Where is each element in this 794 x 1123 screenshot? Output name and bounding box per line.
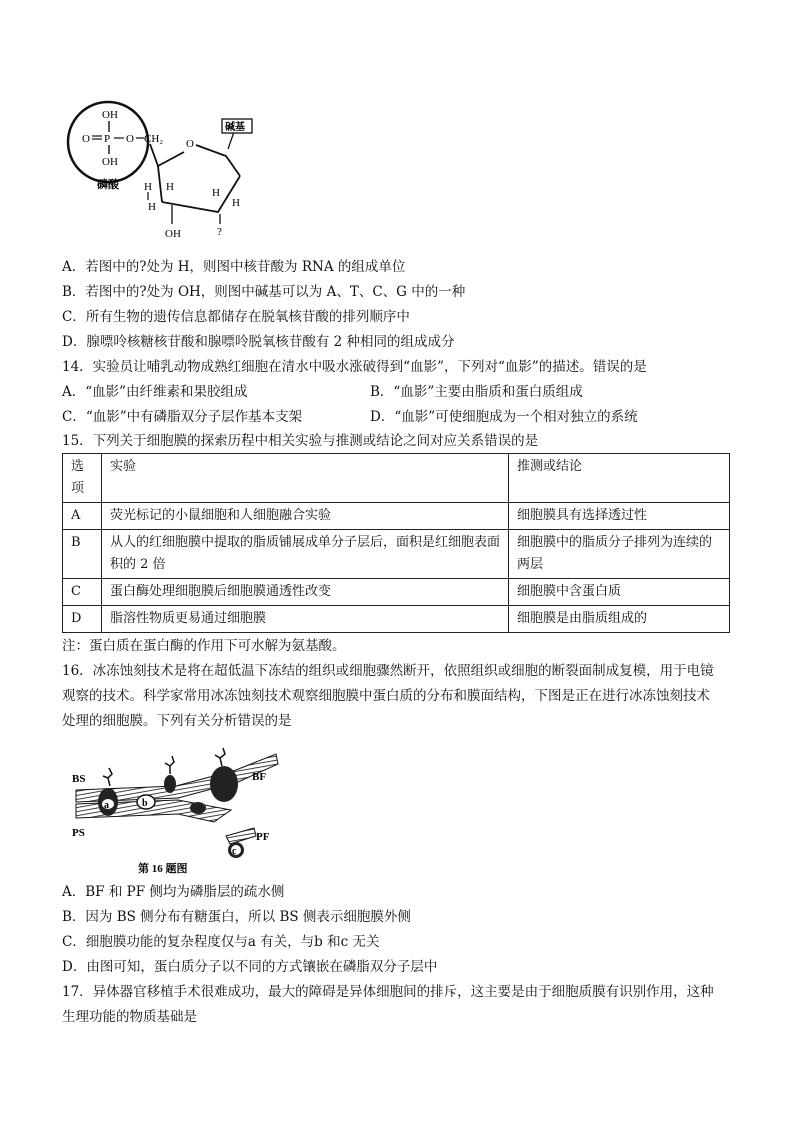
header-option: 选项 bbox=[63, 454, 102, 503]
phosphate-label: 磷酸 bbox=[97, 179, 119, 191]
oh-top: OH bbox=[102, 109, 118, 121]
protein-large bbox=[210, 766, 238, 802]
oh-3prime: OH bbox=[165, 228, 181, 240]
glycan-2 bbox=[165, 756, 174, 774]
row-d-conclusion: 细胞膜是由脂质组成的 bbox=[509, 606, 730, 633]
q16-stem-line-2: 观察的技术。科学家常用冰冻蚀刻技术观察细胞膜中蛋白质的分布和膜面结构，下图是正在进行冰冻蚀刻技术 bbox=[62, 688, 710, 704]
ring-oxygen: O bbox=[186, 138, 194, 150]
q16-option-c: C．细胞膜功能的复杂程度仅与a 有关，与b 和c 无关 bbox=[62, 934, 380, 950]
nucleotide-figure bbox=[62, 92, 282, 252]
q16-option-b: B．因为 BS 侧分布有糖蛋白，所以 BS 侧表示细胞膜外侧 bbox=[62, 909, 411, 925]
q16-stem-line-1: 16．冰冻蚀刻技术是将在超低温下冻结的组织或细胞骤然断开，依照组织或细胞的断裂面制成复模，用于电镜 bbox=[62, 663, 714, 679]
p-atom: P bbox=[104, 133, 111, 145]
question-mark: ? bbox=[217, 226, 222, 238]
q14-option-b: B．“血影”主要由脂质和蛋白质组成 bbox=[370, 384, 583, 400]
h-label-1: H bbox=[144, 181, 152, 193]
q16-option-a: A．BF 和 PF 侧均为磷脂层的疏水侧 bbox=[62, 884, 285, 900]
q15-note: 注：蛋白质在蛋白酶的作用下可水解为氨基酸。 bbox=[62, 638, 346, 654]
figure-caption: 第 16 题图 bbox=[138, 863, 188, 875]
base-label: 碱基 bbox=[225, 122, 245, 133]
q16-stem-line-3: 处理的细胞膜。下列有关分析错误的是 bbox=[62, 713, 292, 729]
header-conclusion: 推测或结论 bbox=[509, 454, 730, 503]
o-left: O bbox=[82, 133, 90, 145]
q13-option-a: A．若图中的?处为 H，则图中核苷酸为 RNA 的组成单位 bbox=[62, 259, 406, 275]
oh-bottom: OH bbox=[102, 156, 118, 168]
h-label-3: H bbox=[212, 187, 220, 199]
row-c-experiment: 蛋白酶处理细胞膜后细胞膜通透性改变 bbox=[102, 579, 509, 606]
q13-option-d: D．腺嘌呤核糖核苷酸和腺嘌呤脱氧核苷酸有 2 种相同的组成成分 bbox=[62, 334, 455, 350]
h-label-2: H bbox=[166, 181, 174, 193]
q14-option-a: A．“血影”由纤维素和果胶组成 bbox=[62, 384, 248, 400]
q15-stem: 15．下列关于细胞膜的探索历程中相关实验与推测或结论之间对应关系错误的是 bbox=[62, 433, 539, 449]
q14-stem: 14．实验员让哺乳动物成熟红细胞在清水中吸水涨破得到“血影”，下列对“血影”的描述。错误的是 bbox=[62, 359, 647, 375]
membrane-figure bbox=[66, 740, 286, 878]
row-a-conclusion: 细胞膜具有选择透过性 bbox=[509, 503, 730, 530]
row-a-experiment: 荧光标记的小鼠细胞和人细胞融合实验 bbox=[102, 503, 509, 530]
label-bs: BS bbox=[72, 773, 86, 785]
row-b-experiment: 从人的红细胞膜中提取的脂质铺展成单分子层后，面积是红细胞表面积的 2 倍 bbox=[102, 530, 509, 579]
q14-option-d: D．“血影”可使细胞成为一个相对独立的系统 bbox=[370, 409, 638, 425]
row-c-option: C bbox=[63, 579, 102, 606]
row-a-option: A bbox=[63, 503, 102, 530]
table-row bbox=[63, 579, 730, 606]
row-b-conclusion: 细胞膜中的脂质分子排列为连续的两层 bbox=[509, 530, 730, 579]
label-bf: BF bbox=[252, 771, 267, 783]
protein-lower bbox=[190, 802, 206, 814]
label-a: a bbox=[104, 800, 109, 811]
q14-option-c: C．“血影”中有磷脂双分子层作基本支架 bbox=[62, 409, 303, 425]
q13-option-c: C．所有生物的遗传信息都储存在脱氧核苷酸的排列顺序中 bbox=[62, 309, 410, 325]
glycan-3 bbox=[215, 748, 225, 766]
glycan-1 bbox=[103, 768, 112, 786]
table-header-row bbox=[63, 454, 730, 503]
label-b: b bbox=[142, 798, 148, 809]
header-experiment: 实验 bbox=[102, 454, 509, 503]
row-b-option: B bbox=[63, 530, 102, 579]
q13-option-b: B．若图中的?处为 OH，则图中碱基可以为 A、T、C、G 中的一种 bbox=[62, 284, 466, 300]
q17-stem-line-2: 生理功能的物质基础是 bbox=[62, 1009, 197, 1025]
row-c-conclusion: 细胞膜中含蛋白质 bbox=[509, 579, 730, 606]
fractured-leaflet bbox=[226, 828, 256, 844]
q17-stem-line-1: 17．异体器官移植手术很难成功，最大的障碍是异体细胞间的排斥，这主要是由于细胞质膜有识别作用，这种 bbox=[62, 984, 714, 1000]
row-d-experiment: 脂溶性物质更易通过细胞膜 bbox=[102, 606, 509, 633]
q15-table bbox=[62, 453, 730, 633]
table-row bbox=[63, 606, 730, 633]
label-pf: PF bbox=[256, 831, 270, 843]
h-label-5: H bbox=[148, 201, 156, 213]
label-ps: PS bbox=[72, 827, 85, 839]
protein-upper bbox=[164, 775, 176, 793]
q16-option-d: D．由图可知，蛋白质分子以不同的方式镶嵌在磷脂双分子层中 bbox=[62, 959, 438, 975]
table-row bbox=[63, 530, 730, 579]
h-label-4: H bbox=[232, 197, 240, 209]
o-right: O bbox=[126, 133, 134, 145]
table-row bbox=[63, 503, 730, 530]
label-c: c bbox=[232, 846, 237, 857]
row-d-option: D bbox=[63, 606, 102, 633]
ch2-group: CH₂ bbox=[144, 133, 164, 145]
